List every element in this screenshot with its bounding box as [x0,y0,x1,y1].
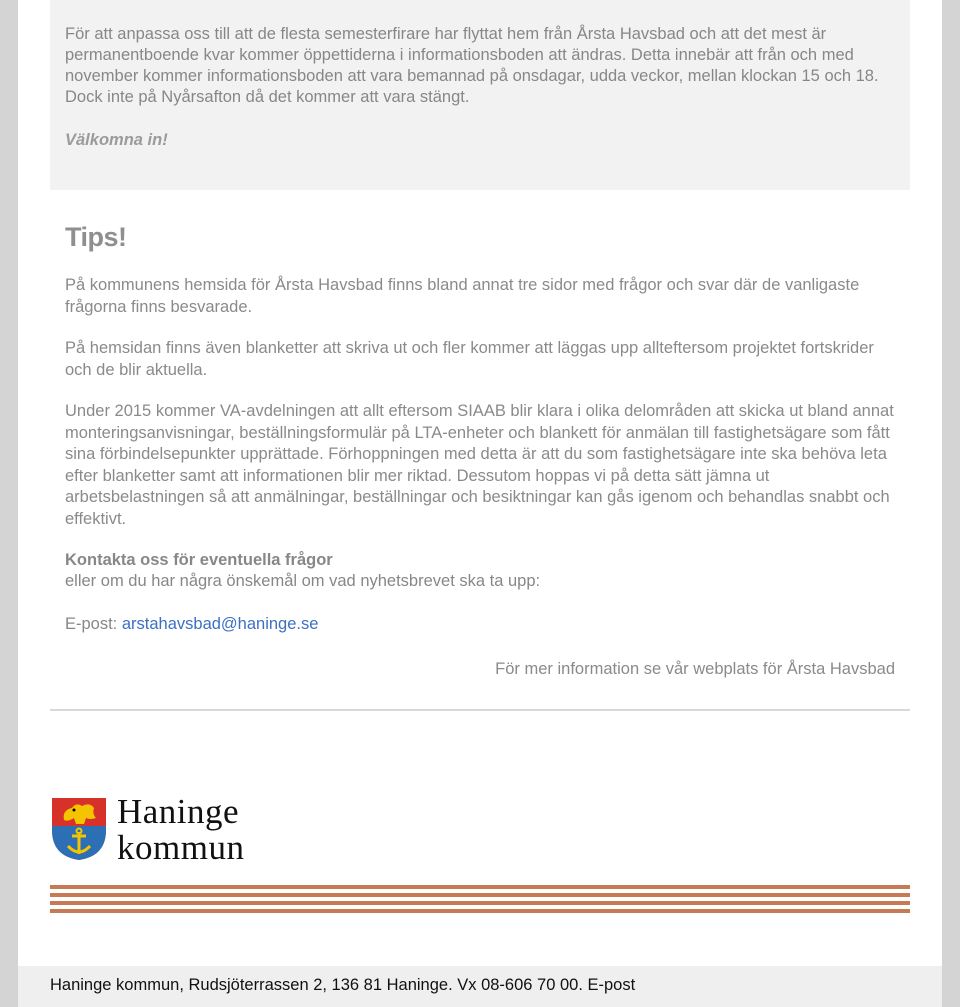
logo-line-1: Haninge [117,792,240,831]
contact-heading: Kontakta oss för eventuella frågor [65,551,333,569]
tips-heading: Tips! [65,222,127,252]
tips-paragraph-3: Under 2015 kommer VA-avdelningen att allt eftersom SIAAB blir klara i olika delområden att skicka ut bland annat monteringsanvisningar, beställningsformulär på LTA-enheter och blankett för anmälan till fastighetsägare som fått sina förbindelsepunkter upprättade. Förhoppningen med detta är att du som fastighetsägare inte ska behöva leta efter blanketter samt att informationen blir mer riktad. Dessutom hoppas vi på detta sätt jämna ut arbetsbelastningen så att anmälningar, beställningar och besiktningar kan gås igenom och behandlas snabbt och effektivt. [65,402,894,528]
left-margin [0,0,18,1007]
welcome-text: Välkomna in! [65,131,168,149]
intro-box [50,0,910,190]
divider [50,709,910,711]
haninge-logo [50,792,245,867]
tips-paragraph-2: På hemsidan finns även blanketter att skriva ut och fler kommer att läggas upp allteftersom projektet fortskrider och de blir aktuella. [65,339,874,379]
decorative-stripes [50,882,910,916]
intro-text: För att anpassa oss till att de flesta semesterfirare har flyttat hem från Årsta Havsbad och att det mest är permanentboende kvar kommer öppettiderna i informationsboden att ändras. Detta innebär att från och med november kommer informationsboden att vara bemannad på onsdagar, udda veckor, mellan klockan 15 och 18. Dock inte på Nyårsafton då det kommer att vara stängt. [65,25,879,106]
newsletter-page [18,0,942,1007]
email-link[interactable]: arstahavsbad@haninge.se [121,615,319,633]
footer-text: Haninge kommun, Rudsjöterrassen 2, 136 81 Haninge. Vx 08-606 70 00. E-post [50,976,636,994]
haninge-coat-of-arms-icon [50,796,108,862]
right-margin [942,0,960,1007]
footer [18,966,942,1007]
tips-paragraph-1: På kommunens hemsida för Årsta Havsbad finns bland annat tre sidor med frågor och svar där de vanligaste frågorna finns besvarade. [65,276,860,316]
email-line [65,615,318,634]
logo-line-2: kommun [117,828,245,867]
email-label: E-post: [65,615,122,633]
haninge-logo-text [117,794,244,866]
more-info-link[interactable]: För mer information se vår webplats för Årsta Havsbad [495,660,895,678]
contact-subtext: eller om du har några önskemål om vad nyhetsbrevet ska ta upp: [65,572,541,590]
